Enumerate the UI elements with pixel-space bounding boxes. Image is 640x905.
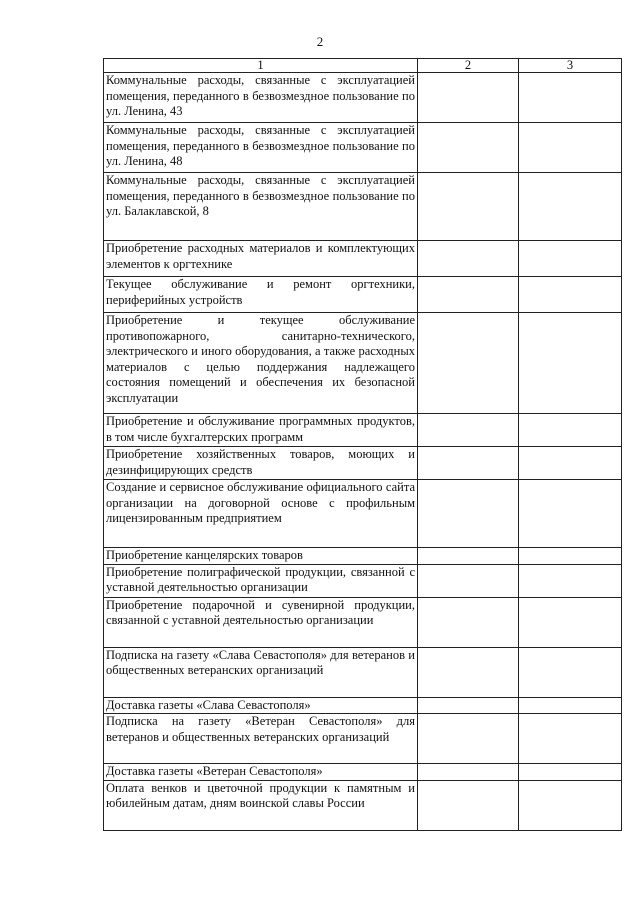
column-header-1: 1 bbox=[104, 59, 418, 73]
value-cell-3 bbox=[519, 764, 622, 781]
expense-description: Текущее обслуживание и ремонт оргтехники, периферийных устройств bbox=[104, 277, 418, 313]
value-cell-3 bbox=[519, 123, 622, 173]
table-row bbox=[104, 414, 622, 447]
column-header-2: 2 bbox=[418, 59, 519, 73]
expense-description: Приобретение полиграфической продукции, связанной с уставной деятельностью организации bbox=[104, 564, 418, 597]
value-cell-2 bbox=[418, 764, 519, 781]
value-cell-3 bbox=[519, 480, 622, 548]
value-cell-2 bbox=[418, 73, 519, 123]
expense-description: Создание и сервисное обслуживание официального сайта организации на договорной основе с профильным лицензированным предприятием bbox=[104, 480, 418, 548]
value-cell-2 bbox=[418, 313, 519, 414]
value-cell-2 bbox=[418, 447, 519, 480]
expense-description: Приобретение и обслуживание программных продуктов, в том числе бухгалтерских программ bbox=[104, 414, 418, 447]
value-cell-3 bbox=[519, 647, 622, 697]
table-row bbox=[104, 764, 622, 781]
table-row bbox=[104, 173, 622, 241]
expense-description: Коммунальные расходы, связанные с эксплуатацией помещения, переданного в безвозмездное пользование по ул. Ленина, 48 bbox=[104, 123, 418, 173]
value-cell-2 bbox=[418, 123, 519, 173]
value-cell-2 bbox=[418, 414, 519, 447]
table-row bbox=[104, 480, 622, 548]
column-header-3: 3 bbox=[519, 59, 622, 73]
value-cell-3 bbox=[519, 313, 622, 414]
value-cell-2 bbox=[418, 714, 519, 764]
table-row bbox=[104, 123, 622, 173]
table-row bbox=[104, 241, 622, 277]
value-cell-2 bbox=[418, 480, 519, 548]
value-cell-3 bbox=[519, 548, 622, 565]
expense-description: Оплата венков и цветочной продукции к памятным и юбилейным датам, дням воинской славы России bbox=[104, 780, 418, 830]
expense-description: Приобретение расходных материалов и комплектующих элементов к оргтехнике bbox=[104, 241, 418, 277]
value-cell-2 bbox=[418, 277, 519, 313]
value-cell-2 bbox=[418, 597, 519, 647]
table-row bbox=[104, 73, 622, 123]
value-cell-3 bbox=[519, 447, 622, 480]
table-row bbox=[104, 313, 622, 414]
value-cell-2 bbox=[418, 173, 519, 241]
value-cell-2 bbox=[418, 647, 519, 697]
value-cell-3 bbox=[519, 597, 622, 647]
expense-description: Подписка на газету «Ветеран Севастополя» для ветеранов и общественных ветеранских организаций bbox=[104, 714, 418, 764]
value-cell-3 bbox=[519, 780, 622, 830]
value-cell-2 bbox=[418, 780, 519, 830]
expense-description: Приобретение канцелярских товаров bbox=[104, 548, 418, 565]
table-row bbox=[104, 447, 622, 480]
value-cell-3 bbox=[519, 73, 622, 123]
table-row bbox=[104, 597, 622, 647]
table-row bbox=[104, 564, 622, 597]
expense-description: Приобретение хозяйственных товаров, моющих и дезинфицирующих средств bbox=[104, 447, 418, 480]
table-row bbox=[104, 780, 622, 830]
value-cell-2 bbox=[418, 697, 519, 714]
value-cell-3 bbox=[519, 714, 622, 764]
table-row bbox=[104, 548, 622, 565]
expense-table bbox=[103, 58, 622, 831]
expense-description: Доставка газеты «Ветеран Севастополя» bbox=[104, 764, 418, 781]
expense-description: Приобретение подарочной и сувенирной продукции, связанной с уставной деятельностью организации bbox=[104, 597, 418, 647]
table-row bbox=[104, 714, 622, 764]
value-cell-2 bbox=[418, 548, 519, 565]
expense-description: Коммунальные расходы, связанные с эксплуатацией помещения, переданного в безвозмездное пользование по ул. Ленина, 43 bbox=[104, 73, 418, 123]
value-cell-3 bbox=[519, 414, 622, 447]
expense-description: Подписка на газету «Слава Севастополя» для ветеранов и общественных ветеранских организаций bbox=[104, 647, 418, 697]
value-cell-2 bbox=[418, 564, 519, 597]
page-number: 2 bbox=[316, 34, 324, 49]
expense-description: Доставка газеты «Слава Севастополя» bbox=[104, 697, 418, 714]
value-cell-3 bbox=[519, 241, 622, 277]
table-row bbox=[104, 277, 622, 313]
expense-description: Приобретение и текущее обслуживание противопожарного, санитарно-технического, электрического и иного оборудования, а также расходных материалов с целью поддержания надлежащего состояния помещений и обеспечения их безопасной эксплуатации bbox=[104, 313, 418, 414]
value-cell-3 bbox=[519, 173, 622, 241]
value-cell-3 bbox=[519, 277, 622, 313]
expense-description: Коммунальные расходы, связанные с эксплуатацией помещения, переданного в безвозмездное пользование по ул. Балаклавской, 8 bbox=[104, 173, 418, 241]
value-cell-3 bbox=[519, 697, 622, 714]
value-cell-2 bbox=[418, 241, 519, 277]
value-cell-3 bbox=[519, 564, 622, 597]
table-row bbox=[104, 647, 622, 697]
table-row bbox=[104, 697, 622, 714]
header-row bbox=[104, 59, 622, 73]
